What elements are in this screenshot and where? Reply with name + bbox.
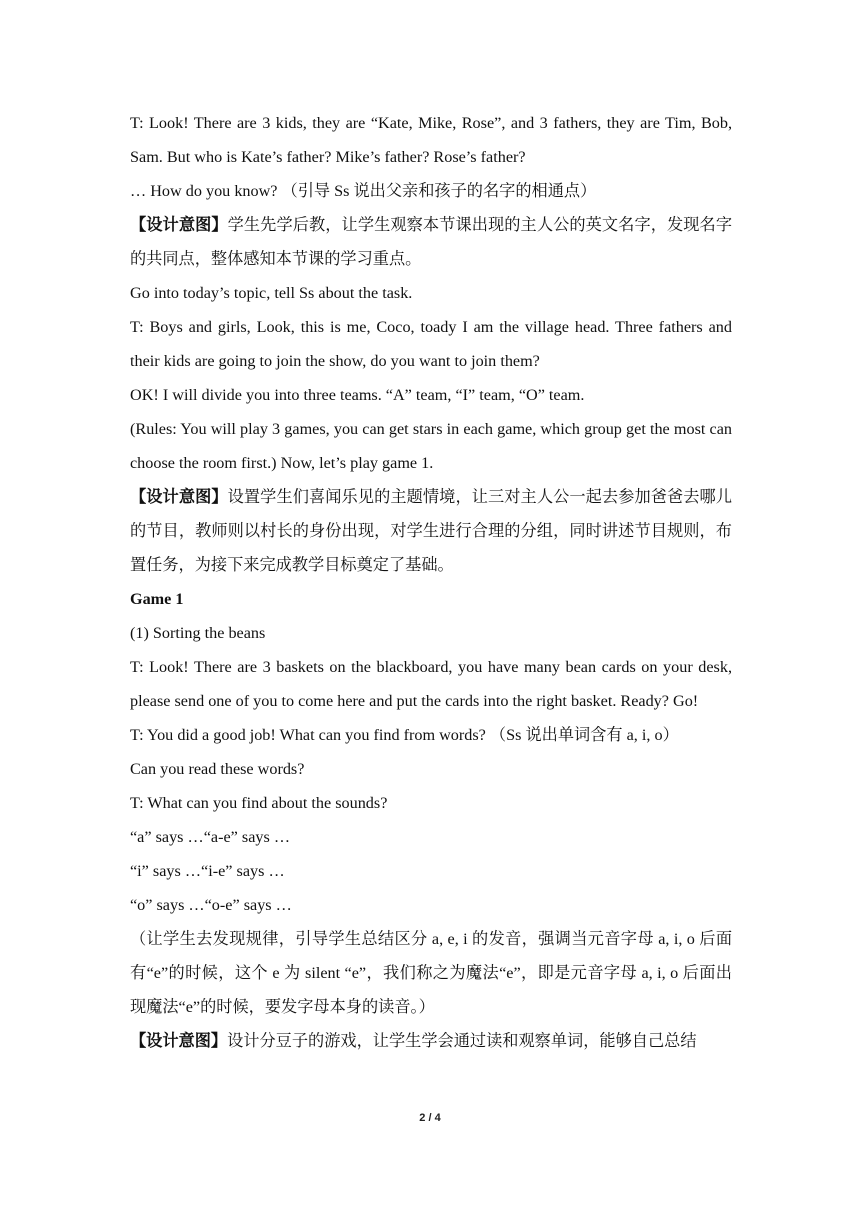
- line-how-do-you-know: … How do you know? （引导 Ss 说出父亲和孩子的名字的相通点）: [130, 182, 597, 200]
- design-intent-2: [130, 480, 732, 582]
- line-find-sounds: T: What can you find about the sounds?: [130, 794, 388, 812]
- design-intent-1: [130, 208, 732, 276]
- line-o-says: “o” says …“o-e” says …: [130, 896, 292, 914]
- design-intent-text: 设置学生们喜闻乐见的主题情境，让三对主人公一起去参加爸爸去哪儿的节目，教师则以村长的身份出现，对学生进行合理的分组，同时讲述节目规则，布置任务，为接下来完成教学目标奠定了基础。: [130, 488, 733, 574]
- design-intent-tag: 【设计意图】: [130, 1032, 228, 1050]
- line-sorting-beans: (1) Sorting the beans: [130, 624, 266, 642]
- design-intent-tag: 【设计意图】: [130, 488, 228, 506]
- design-intent-tag: 【设计意图】: [130, 216, 228, 234]
- paragraph-baskets: T: Look! There are 3 baskets on the blackboard, you have many bean cards on your desk, please send one of you to come here and put the cards into the right basket. Ready? Go!: [130, 658, 732, 710]
- line-good-job: T: You did a good job! What can you find from words? （Ss 说出单词含有 a, i, o）: [130, 726, 679, 744]
- paragraph-village-head: T: Boys and girls, Look, this is me, Coco, toady I am the village head. Three fathers and their kids are going to join the show, do you want to join them?: [130, 318, 732, 370]
- line-divide-teams: OK! I will divide you into three teams. “A” team, “I” team, “O” team.: [130, 386, 585, 404]
- line-i-says: “i” says …“i-e” says …: [130, 862, 285, 880]
- heading-game-1: Game 1: [130, 590, 184, 608]
- paragraph-magic-e: （让学生去发现规律，引导学生总结区分 a, e, i 的发音，强调当元音字母 a, i, o 后面有“e”的时候，这个 e 为 silent “e”，我们称之为魔法“e”，即是元音字母 a, i, o 后面出现魔法“e”的时候，要发字母本身的读音。）: [130, 930, 732, 1016]
- document-body: [130, 106, 732, 1058]
- design-intent-text: 学生先学后教，让学生观察本节课出现的主人公的英文名字，发现名字的共同点，整体感知本节课的学习重点。: [130, 216, 733, 268]
- paragraph-kids-and-fathers: T: Look! There are 3 kids, they are “Kate, Mike, Rose”, and 3 fathers, they are Tim, Bob, Sam. But who is Kate’s father? Mike’s father? Rose’s father?: [130, 114, 732, 166]
- page-number: 2 / 4: [419, 1112, 441, 1124]
- design-intent-text: 设计分豆子的游戏，让学生学会通过读和观察单词，能够自己总结: [227, 1032, 697, 1050]
- paragraph-rules: (Rules: You will play 3 games, you can get stars in each game, which group get the most can choose the room first.) Now, let’s play game 1.: [130, 420, 732, 472]
- line-a-says: “a” says …“a-e” says …: [130, 828, 291, 846]
- line-read-words: Can you read these words?: [130, 760, 305, 778]
- line-go-into-topic: Go into today’s topic, tell Ss about the task.: [130, 284, 413, 302]
- design-intent-3: [130, 1024, 732, 1058]
